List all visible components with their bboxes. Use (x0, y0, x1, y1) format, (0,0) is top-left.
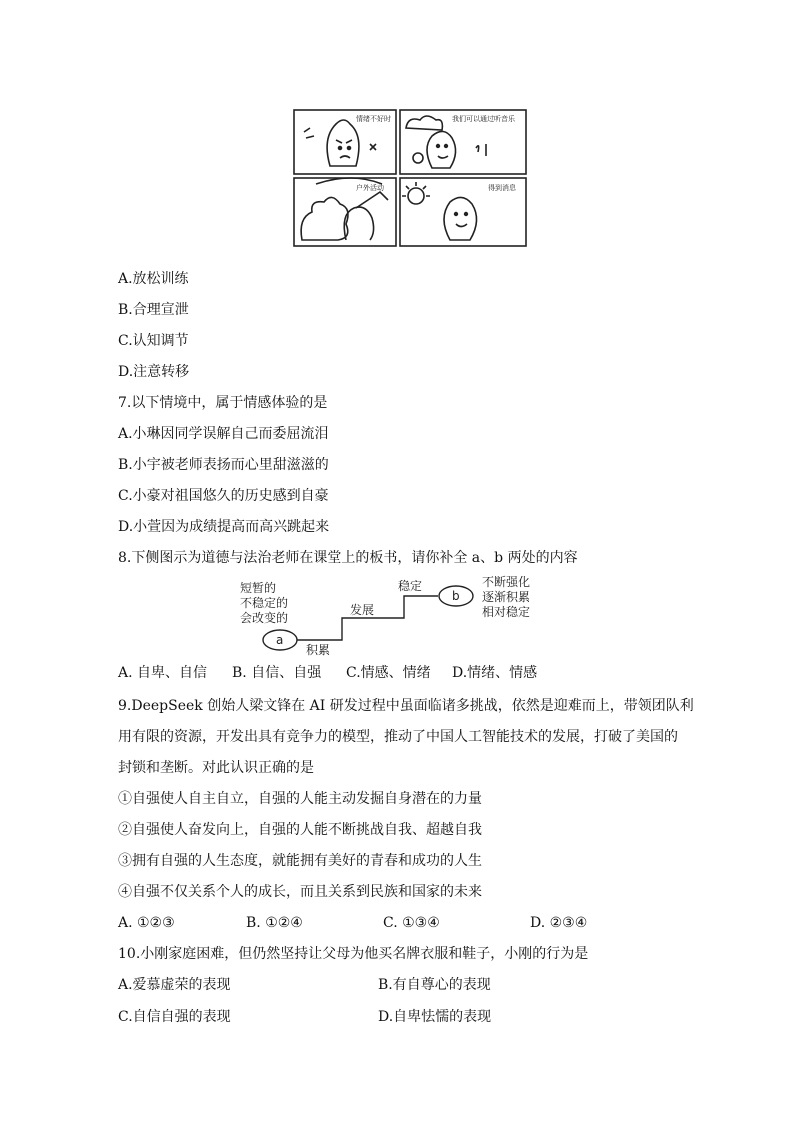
blackboard-diagram (238, 574, 558, 660)
diagram-step-low: 积累 (306, 643, 331, 657)
q9-stem-line-1: 9.DeepSeek 创始人梁文锋在 AI 研发过程中虽面临诸多挑战，依然是迎难而上，带领团队利 (118, 698, 694, 714)
q10-option-d: D.自卑怯懦的表现 (378, 1009, 492, 1025)
q8-option-c: C.情感、情绪 (346, 665, 431, 681)
q8-stem: 8.下侧图示为道德与法治老师在课堂上的板书，请你补全 a、b 两处的内容 (118, 550, 578, 566)
diagram-node-b-label: b (452, 589, 460, 603)
q9-option-a: A. ①②③ (118, 915, 175, 931)
diagram-node-a-label: a (276, 633, 284, 647)
q9-option-b: B. ①②④ (246, 915, 303, 931)
q10-option-b: B.有自尊心的表现 (378, 977, 491, 993)
diagram-left-line-3: 会改变的 (240, 611, 289, 625)
q9-statement-1: ①自强使人自主自立，自强的人能主动发掘自身潜在的力量 (118, 791, 482, 807)
q9-stem-line-3: 封锁和垄断。对此认识正确的是 (118, 760, 314, 776)
q10-option-c: C.自信自强的表现 (118, 1009, 231, 1025)
q9-option-c: C. ①③④ (383, 915, 440, 931)
q8-option-d: D.情绪、情感 (452, 665, 538, 681)
diagram-step-high: 稳定 (398, 579, 423, 593)
diagram-left-line-2: 不稳定的 (240, 596, 289, 610)
comic-caption-3: 户外活动 (356, 184, 384, 192)
diagram-right-line-1: 不断强化 (482, 575, 531, 589)
q7-option-a: A.小琳因同学误解自己而委屈流泪 (118, 426, 329, 442)
q6-option-a: A.放松训练 (118, 271, 189, 287)
q8-option-a: A. 自卑、自信 (118, 665, 208, 681)
comic-caption-4: 得到消息 (488, 184, 516, 192)
emotion-comic (292, 108, 528, 248)
q10-option-a: A.爱慕虚荣的表现 (118, 977, 231, 993)
q9-stem-line-2: 用有限的资源，开发出具有竞争力的模型，推动了中国人工智能技术的发展，打破了美国的 (118, 729, 678, 745)
diagram-right-line-2: 逐渐积累 (482, 590, 531, 604)
q7-option-b: B.小宇被老师表扬而心里甜滋滋的 (118, 457, 329, 473)
q6-option-d: D.注意转移 (118, 364, 190, 380)
q9-statement-3: ③拥有自强的人生态度，就能拥有美好的青春和成功的人生 (118, 853, 482, 869)
q7-option-c: C.小豪对祖国悠久的历史感到自豪 (118, 488, 329, 504)
q7-stem: 7.以下情境中，属于情感体验的是 (118, 395, 328, 411)
comic-caption-1: 情绪不好时 (356, 115, 391, 123)
q9-statement-2: ②自强使人奋发向上，自强的人能不断挑战自我、超越自我 (118, 822, 482, 838)
q9-option-d: D. ②③④ (530, 915, 588, 931)
q6-option-c: C.认知调节 (118, 333, 189, 349)
q10-stem: 10.小刚家庭困难，但仍然坚持让父母为他买名牌衣服和鞋子，小刚的行为是 (118, 946, 589, 962)
comic-caption-2: 我们可以通过听音乐 (452, 115, 515, 123)
q8-option-b: B. 自信、自强 (232, 665, 322, 681)
diagram-right-line-3: 相对稳定 (482, 605, 531, 619)
diagram-step-mid: 发展 (350, 603, 375, 617)
q6-option-b: B.合理宣泄 (118, 302, 189, 318)
q7-option-d: D.小萱因为成绩提高而高兴跳起来 (118, 519, 330, 535)
q9-statement-4: ④自强不仅关系个人的成长，而且关系到民族和国家的未来 (118, 884, 482, 900)
diagram-left-line-1: 短暂的 (240, 581, 277, 595)
